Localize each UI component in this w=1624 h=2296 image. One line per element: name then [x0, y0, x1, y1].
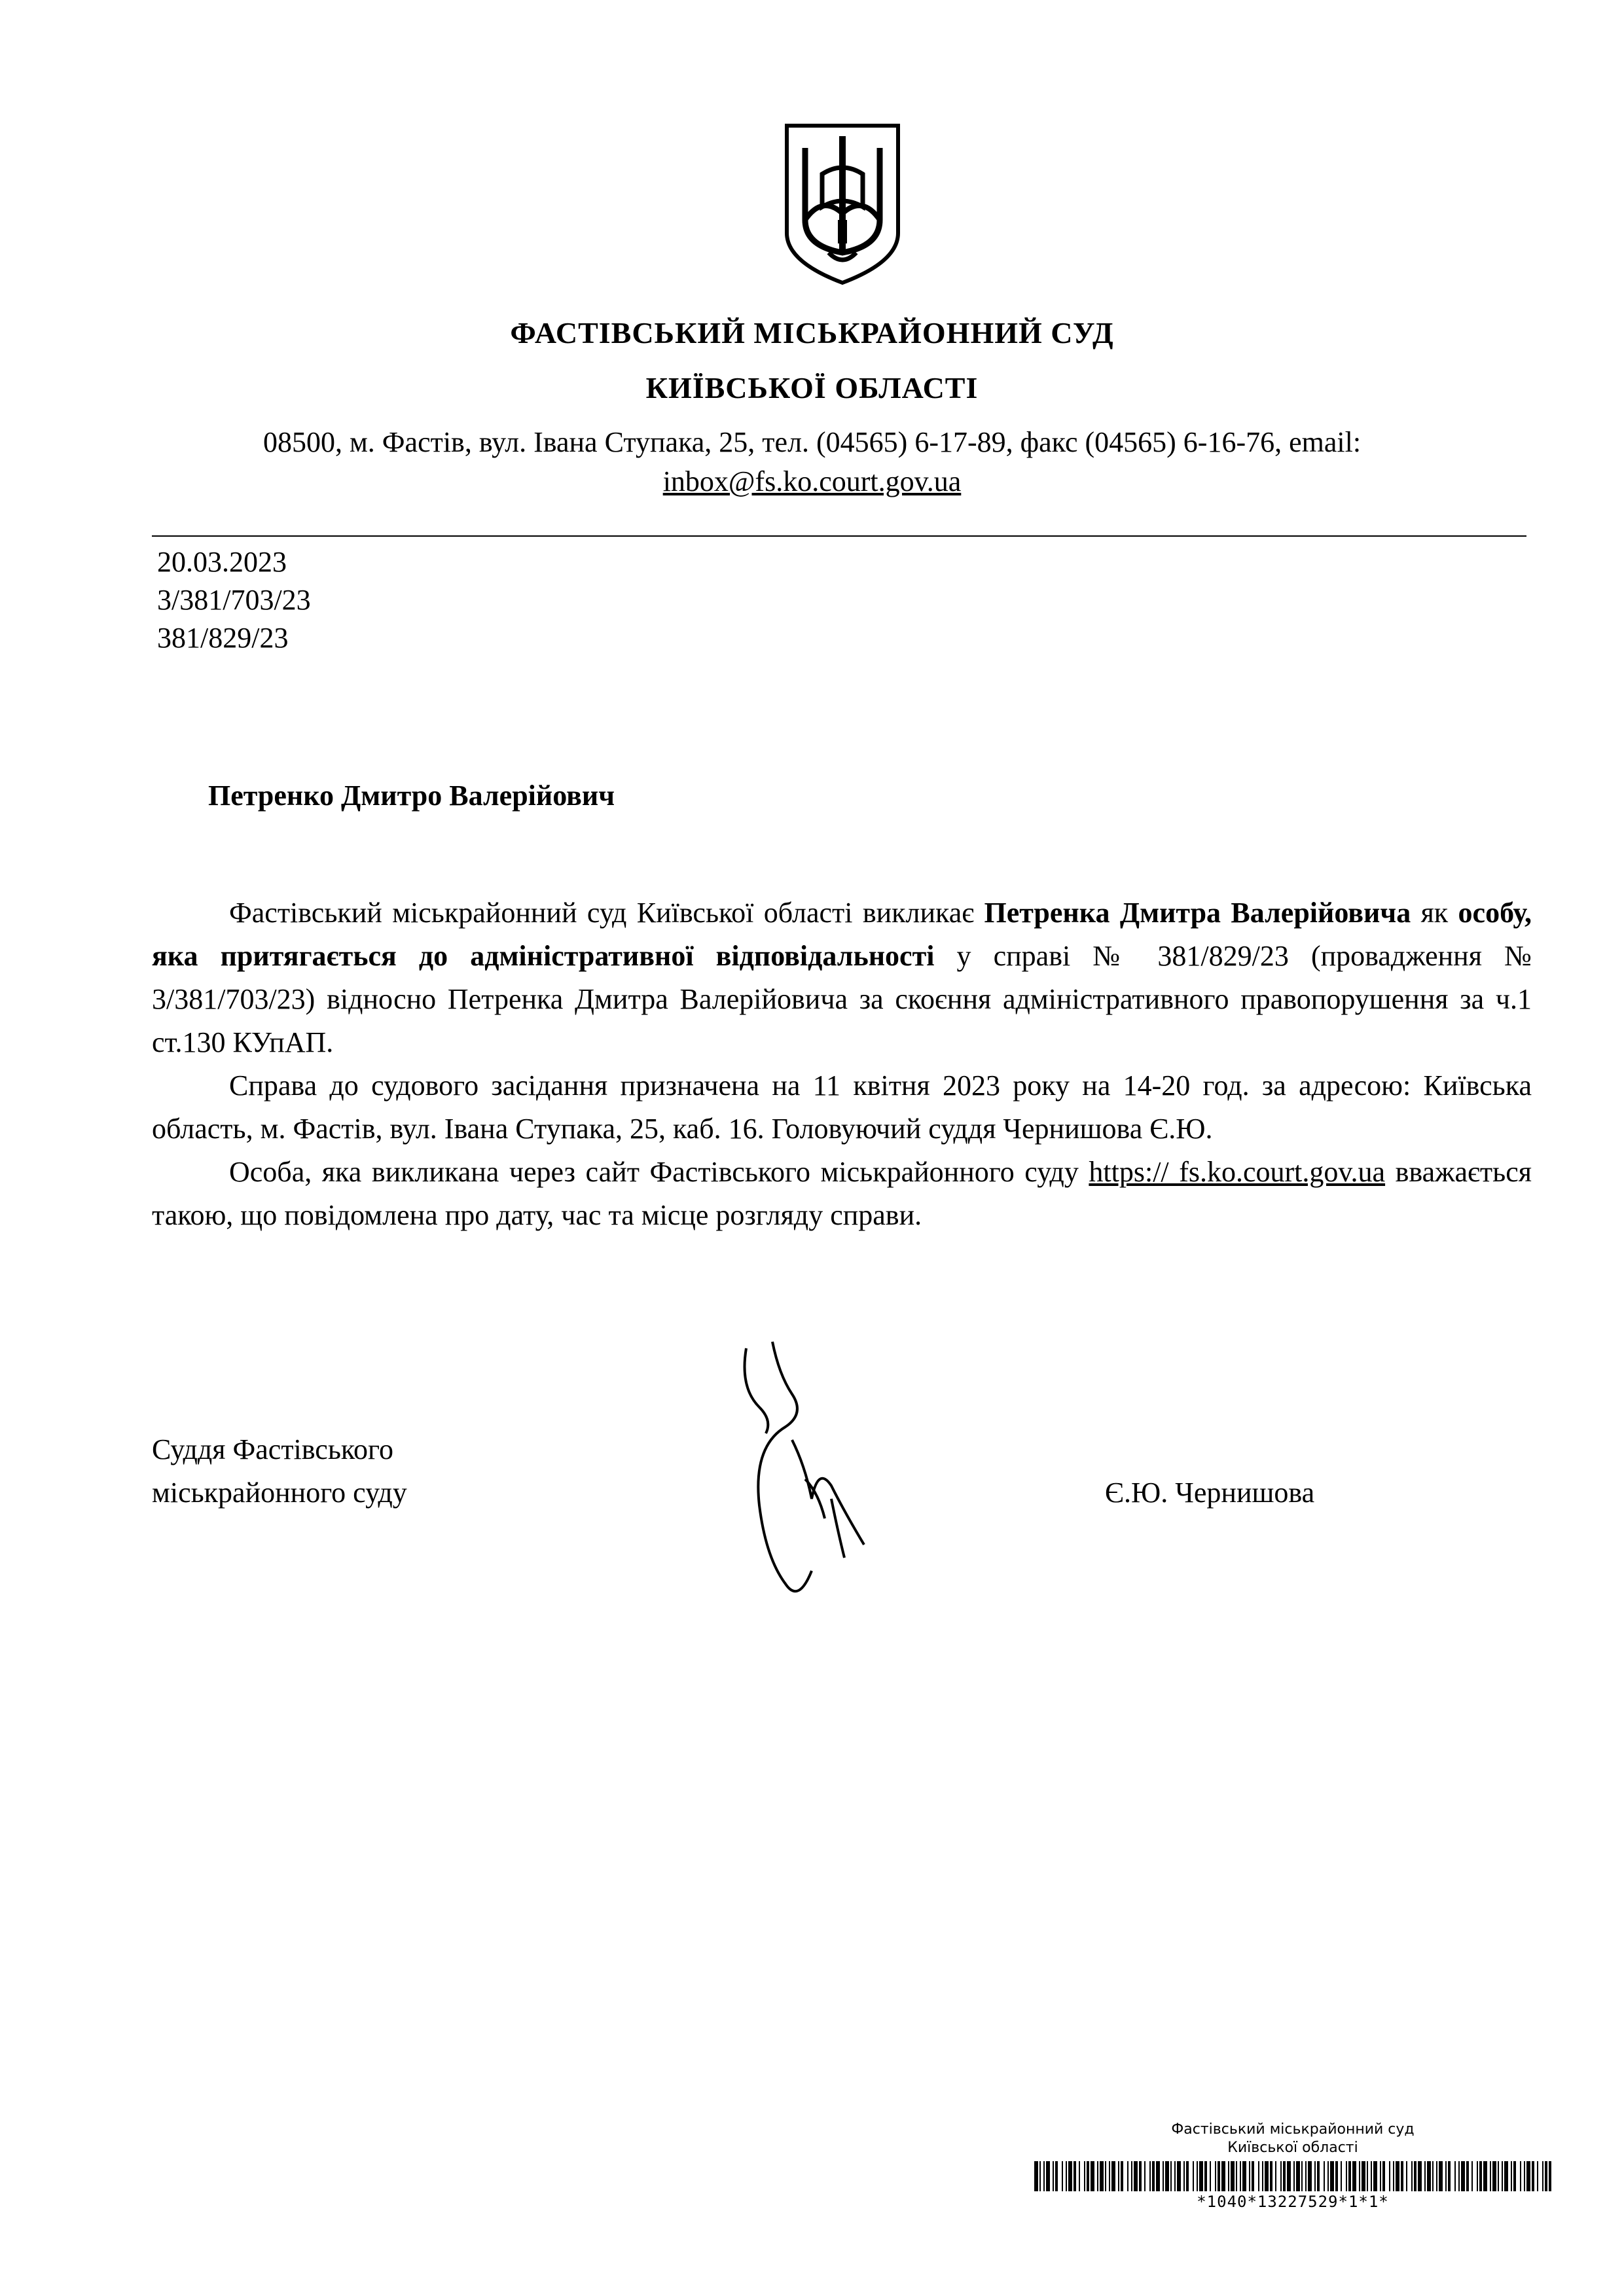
barcode-bar — [1466, 2161, 1469, 2191]
barcode-bar — [1401, 2161, 1403, 2191]
barcode-bar — [1242, 2161, 1246, 2191]
barcode-bar — [1393, 2161, 1394, 2191]
barcode-bar — [1165, 2161, 1169, 2191]
header-divider — [152, 535, 1526, 537]
barcode-bar — [1439, 2161, 1443, 2191]
barcode-bar — [1346, 2161, 1347, 2191]
barcode-bar — [1471, 2161, 1473, 2191]
barcode-bar — [1477, 2161, 1478, 2191]
barcode-bar — [1134, 2161, 1138, 2191]
judge-name: Є.Ю. Чернишова — [1105, 1477, 1315, 1509]
barcode-bar — [1043, 2161, 1045, 2191]
court-website-link[interactable]: https:// fs.ko.court.gov.ua — [1089, 1156, 1386, 1188]
barcode-bar — [1280, 2161, 1282, 2191]
barcode-bar — [1324, 2161, 1325, 2191]
barcode-bar — [1382, 2161, 1385, 2191]
judge-title: Суддя Фастівського міськрайонного суду — [152, 1433, 407, 1509]
barcode-bar — [1301, 2161, 1303, 2191]
barcode-bar — [1186, 2161, 1189, 2191]
barcode-bar — [1458, 2161, 1460, 2191]
barcode-bar — [1046, 2161, 1050, 2191]
coat-of-arms-icon — [783, 122, 902, 287]
barcode-number: *1040*13227529*1*1* — [1197, 2193, 1389, 2211]
barcode-bar — [1283, 2161, 1286, 2191]
barcode-bar — [1055, 2161, 1058, 2191]
barcode-bar — [1109, 2161, 1110, 2191]
barcode-bar — [1520, 2161, 1521, 2191]
barcode-bar — [1156, 2161, 1160, 2191]
barcode-bar — [1454, 2161, 1456, 2191]
barcode-bar — [1068, 2161, 1072, 2191]
body-paragraph-1: Фастівський міськрайонний суд Київської області викликає Петренка Дмитра Валерійовича як особу, яка притягається до адміністративної відповідальності у справі № 381/829/23 (провадження № 3/381/703/23) відносно Петренка Дмитра Валерійовича за скоєння адміністративного правопорушення за ч.1 ст.130 КУпАП. — [152, 897, 1532, 1058]
barcode-bar — [1210, 2161, 1211, 2191]
barcode-bar — [1389, 2161, 1390, 2191]
barcode-bar — [1170, 2161, 1172, 2191]
barcode-bar — [1149, 2161, 1151, 2191]
barcode-bar — [1362, 2161, 1365, 2191]
barcode-bar — [1371, 2161, 1372, 2191]
barcode-bar — [1406, 2161, 1407, 2191]
barcode-bar — [1373, 2161, 1377, 2191]
barcode-bar — [1034, 2161, 1038, 2191]
barcode-bar — [1549, 2161, 1551, 2191]
barcode-bar — [1265, 2161, 1269, 2191]
barcode-bar — [1308, 2161, 1312, 2191]
barcode-bar — [1240, 2161, 1241, 2191]
barcode-bar — [1127, 2161, 1128, 2191]
barcode-bar — [1359, 2161, 1360, 2191]
barcode-bar — [1215, 2161, 1216, 2191]
barcode-bar — [1532, 2161, 1534, 2191]
barcode-bar — [1513, 2161, 1516, 2191]
barcode-bar — [1367, 2161, 1368, 2191]
barcode-bar — [1262, 2161, 1263, 2191]
case-number: 381/829/23 — [157, 622, 289, 654]
barcode-bar — [1118, 2161, 1119, 2191]
barcode-bar — [1074, 2161, 1076, 2191]
barcode-bar — [1427, 2161, 1431, 2191]
barcode-bar — [1498, 2161, 1499, 2191]
barcode-bar — [1490, 2161, 1491, 2191]
barcode-bar — [1448, 2161, 1451, 2191]
document-meta — [157, 543, 311, 657]
body-paragraph-2: Справа до судового засідання призначена на 11 квітня 2023 року на 14-20 год. за адресою: Київська область, м. Фастів, вул. Івана Ступака, 25, каб. 16. Головуючий суддя Чернишова Є.Ю. — [152, 1069, 1532, 1145]
barcode-bar — [1330, 2161, 1334, 2191]
barcode-bar — [1542, 2161, 1543, 2191]
barcode-bar — [1144, 2161, 1146, 2191]
barcode-bar — [1479, 2161, 1482, 2191]
barcode-bar — [1424, 2161, 1426, 2191]
barcode-bar — [1461, 2161, 1465, 2191]
barcode-bar — [1483, 2161, 1487, 2191]
barcode-bar — [1084, 2161, 1085, 2191]
barcode-bar — [1087, 2161, 1089, 2191]
barcode-bar — [1432, 2161, 1434, 2191]
barcode-bar — [1204, 2161, 1207, 2191]
barcode-bar — [1174, 2161, 1176, 2191]
barcode-bar — [1097, 2161, 1098, 2191]
recipient-name: Петренко Дмитро Валерійович — [208, 780, 615, 812]
barcode-bar — [1131, 2161, 1132, 2191]
barcode-bar — [1270, 2161, 1272, 2191]
barcode-bar — [1526, 2161, 1530, 2191]
barcode-bar — [1418, 2161, 1422, 2191]
barcode-bar — [1352, 2161, 1356, 2191]
body-paragraph-3: Особа, яка викликана через сайт Фастівського міськрайонного суду https:// fs.ko.court.gov.ua вважається такою, що повідомлена про дату, час та місце розгляду справи. — [152, 1156, 1532, 1231]
barcode-bar — [1524, 2161, 1525, 2191]
court-name-line2: КИЇВСЬКОЇ ОБЛАСТІ — [645, 371, 979, 404]
barcode-bar — [1305, 2161, 1307, 2191]
barcode-bar — [1396, 2161, 1399, 2191]
barcode-bar — [1380, 2161, 1381, 2191]
court-email-link[interactable]: inbox@fs.ko.court.gov.ua — [662, 465, 962, 497]
barcode-bar — [1236, 2161, 1237, 2191]
barcode-bar — [1152, 2161, 1155, 2191]
barcode-bar — [1545, 2161, 1547, 2191]
barcode-bar — [1252, 2161, 1254, 2191]
barcode-bar — [1411, 2161, 1413, 2191]
barcode-bar — [1511, 2161, 1512, 2191]
barcode-bar — [1163, 2161, 1164, 2191]
barcode-bar — [1231, 2161, 1235, 2191]
proceeding-number: 3/381/703/23 — [157, 584, 311, 616]
barcode-bar — [1492, 2161, 1496, 2191]
barcode-bar — [1327, 2161, 1329, 2191]
document-date: 20.03.2023 — [157, 546, 287, 578]
barcode-bar — [1177, 2161, 1181, 2191]
barcode-bar — [1193, 2161, 1194, 2191]
barcode — [1034, 2161, 1551, 2191]
barcode-bar — [1275, 2161, 1276, 2191]
barcode-bar — [1197, 2161, 1198, 2191]
barcode-bar — [1317, 2161, 1320, 2191]
court-stamp: Фастівський міськрайонний суд Київської області — [1171, 2121, 1415, 2156]
barcode-bar — [1105, 2161, 1106, 2191]
barcode-bar — [1287, 2161, 1291, 2191]
barcode-bar — [1537, 2161, 1538, 2191]
barcode-bar — [1348, 2161, 1351, 2191]
barcode-bar — [1296, 2161, 1300, 2191]
barcode-bar — [1139, 2161, 1142, 2191]
barcode-bar — [1436, 2161, 1437, 2191]
barcode-bar — [1121, 2161, 1123, 2191]
court-email-container — [0, 463, 1624, 500]
barcode-bar — [1053, 2161, 1054, 2191]
barcode-bar — [1341, 2161, 1342, 2191]
barcode-bar — [1335, 2161, 1338, 2191]
barcode-bar — [1039, 2161, 1041, 2191]
barcode-bar — [1258, 2161, 1259, 2191]
barcode-bar — [1504, 2161, 1508, 2191]
barcode-bar — [1445, 2161, 1447, 2191]
barcode-bar — [1091, 2161, 1094, 2191]
barcode-bar — [1199, 2161, 1203, 2191]
barcode-bar — [1249, 2161, 1250, 2191]
barcode-bar — [1228, 2161, 1229, 2191]
court-name-line1: ФАСТІВСЬКИЙ МІСЬКРАЙОННИЙ СУД — [510, 316, 1114, 350]
barcode-bar — [1111, 2161, 1115, 2191]
court-contacts: 08500, м. Фастів, вул. Івана Ступака, 25, тел. (04565) 6-17-89, факс (04565) 6-16-76, email: — [262, 426, 1362, 458]
barcode-bar — [1079, 2161, 1080, 2191]
barcode-bar — [1218, 2161, 1220, 2191]
barcode-bar — [1414, 2161, 1416, 2191]
barcode-bar — [1221, 2161, 1225, 2191]
barcode-bar — [1100, 2161, 1104, 2191]
barcode-bar — [1502, 2161, 1503, 2191]
summons-body — [152, 891, 1532, 1237]
barcode-bar — [1066, 2161, 1067, 2191]
barcode-bar — [1183, 2161, 1185, 2191]
barcode-bar — [1293, 2161, 1295, 2191]
barcode-bar — [1062, 2161, 1063, 2191]
handwritten-signature — [733, 1335, 884, 1610]
barcode-bar — [1314, 2161, 1316, 2191]
